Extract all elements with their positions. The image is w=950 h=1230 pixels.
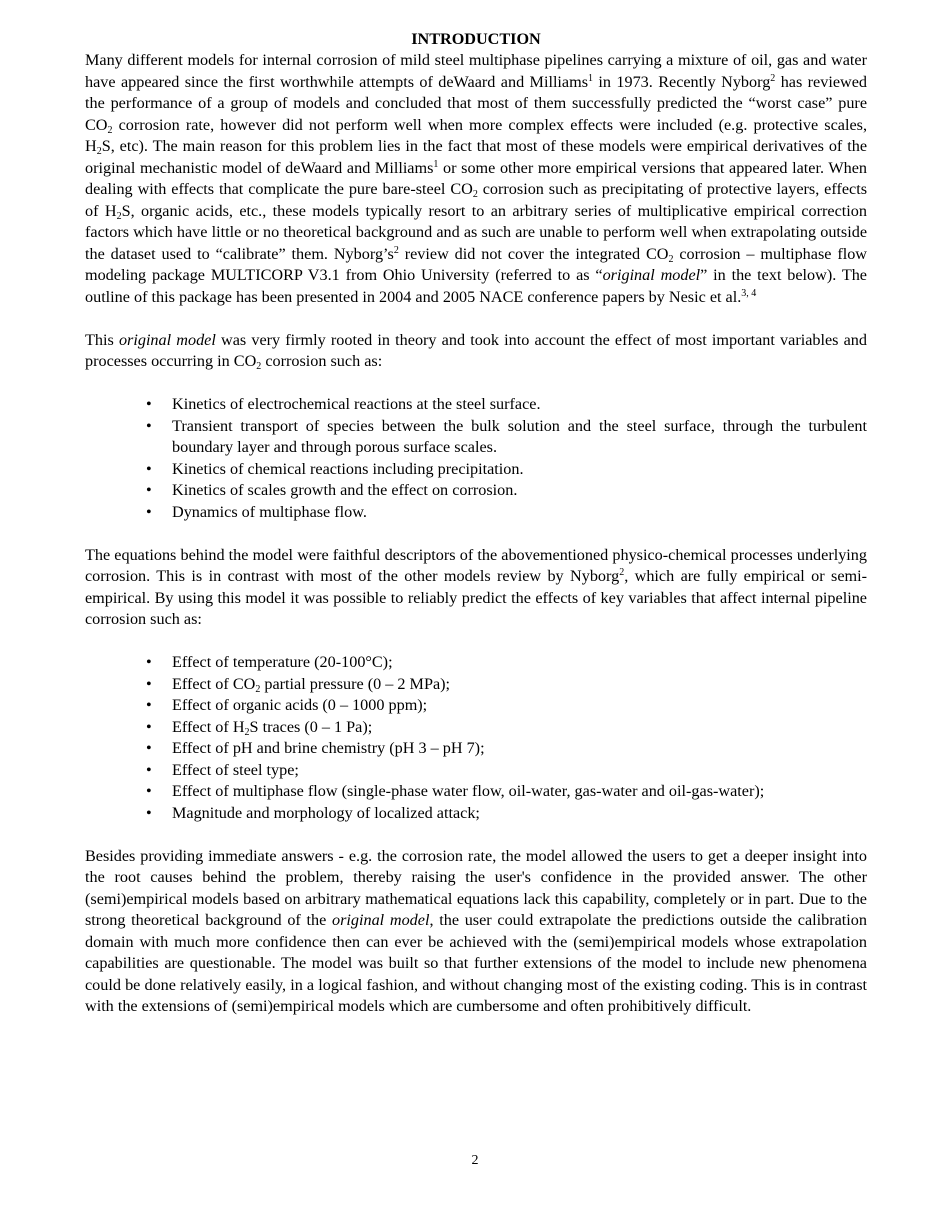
bullet-item <box>146 416 867 459</box>
citation-superscript: 1 <box>588 72 594 84</box>
document-page <box>85 28 867 1039</box>
text-run: Transient transport of species between the bulk solution and the steel surface, through the turbulent boundary layer and through porous surface scales. <box>172 416 867 456</box>
citation-superscript: 2 <box>770 72 776 84</box>
bullet-item <box>146 738 867 760</box>
text-run: or some other more empirical versions that appeared later. When dealing with effects that complicate the pure bare-steel CO <box>85 158 867 198</box>
paragraph <box>85 330 867 373</box>
italic-text: original model <box>332 911 430 929</box>
text-run: Effect of multiphase flow (single-phase water flow, oil-water, gas-water and oil-gas-water); <box>172 782 765 800</box>
bullet-icon: • <box>146 739 152 757</box>
paragraph <box>85 545 867 631</box>
subscript: 2 <box>256 361 262 372</box>
text-run: This <box>85 330 119 349</box>
text-run: partial pressure (0 – 2 MPa); <box>260 674 451 693</box>
citation-superscript: 3, 4 <box>741 287 757 299</box>
bullet-icon: • <box>146 717 152 736</box>
text-run: S traces (0 – 1 Pa); <box>249 717 373 736</box>
bullet-item <box>146 480 867 502</box>
citation-superscript: 1 <box>433 158 439 170</box>
bullet-icon: • <box>146 803 152 822</box>
subscript: 2 <box>255 683 261 695</box>
bullet-item <box>146 803 867 825</box>
bullet-item <box>146 674 867 696</box>
text-run: , the user could extrapolate the predictions outside the calibration domain with much more confidence then can ever be achieved with the (semi)empirical models whose extrapolation capabilities are questionable. The model was built so that further extensions of the model to include new phenomena could be done relatively easily, in a logical fashion, and without changing most of the existing coding. This is in contrast with the extensions of (semi)empirical models which are cumbersome and often prohibitively difficult. <box>85 911 867 1015</box>
bullet-icon: • <box>146 653 152 671</box>
text-run: , which are fully empirical or semi-empirical. By using this model it was possible to reliably predict the effects of key variables that affect internal pipeline corrosion such as: <box>85 567 868 628</box>
subscript: 2 <box>116 210 122 222</box>
section-heading: INTRODUCTION <box>411 30 541 48</box>
text-run: Effect of organic acids (0 – 1000 ppm); <box>172 696 428 714</box>
text-run: was very firmly rooted in theory and took into account the effect of most important variables and processes occurring in CO <box>85 330 867 370</box>
subscript: 2 <box>244 726 250 738</box>
text-run: corrosion such as precipitating of protective layers, effects of H <box>85 180 868 220</box>
bullet-icon: • <box>146 459 152 478</box>
paragraphs-b <box>85 545 867 631</box>
text-run: Kinetics of scales growth and the effect on corrosion. <box>172 481 518 499</box>
bullet-item <box>146 652 867 674</box>
text-run: Kinetics of chemical reactions including precipitation. <box>172 459 524 478</box>
text-run: Effect of temperature (20-100°C); <box>172 653 393 671</box>
bullet-item <box>146 781 867 803</box>
citation-superscript: 2 <box>619 567 625 578</box>
subscript: 2 <box>96 146 102 157</box>
italic-text: original model <box>118 330 216 349</box>
text-run: Magnitude and morphology of localized attack; <box>172 803 480 822</box>
text-run: Besides providing immediate answers - e.g. the corrosion rate, the model allowed the users to get a deeper insight into the root causes behind the problem, thereby raising the user's confidence in the provided answer. The other (semi)empirical models based on arbitrary mathematical equations lack this capability, completely or in part. Due to the strong theoretical background of the <box>85 846 867 929</box>
bullet-item <box>146 394 867 416</box>
paragraph <box>85 50 867 308</box>
bullet-item <box>146 459 867 481</box>
bullet-icon: • <box>146 760 152 779</box>
text-run: S, organic acids, etc., these models typically resort to an arbitrary series of multiplicative empirical correction factors which have little or no theoretical background and as such are unable to perform well when extrapolating outside the dataset used to “calibrate” them. Nyborg’s <box>85 201 867 263</box>
paragraphs-c <box>85 846 867 1018</box>
text-run: Effect of steel type; <box>172 760 299 779</box>
text-run: S, etc). The main reason for this problem lies in the fact that most of these models were empirical derivatives of the original mechanistic model of deWaard and Milliams <box>85 137 867 177</box>
text-run: Dynamics of multiphase flow. <box>172 502 367 521</box>
text-run: corrosion – multiphase flow modeling package MULTICORP V3.1 from Ohio University (referred to as “ <box>85 244 867 284</box>
text-run: corrosion rate, however did not perform well when more complex effects were included (e.g. protective scales, H <box>85 115 867 155</box>
paragraph <box>85 846 867 1018</box>
subscript: 2 <box>107 124 113 136</box>
text-run: in 1973. Recently Nyborg <box>593 72 771 91</box>
citation-superscript: 2 <box>393 244 399 256</box>
text-run: has reviewed the performance of a group of models and concluded that most of them successfully predicted the “worst case” pure CO <box>85 72 867 134</box>
bullet-icon: • <box>146 416 152 435</box>
text-run: Effect of H <box>172 717 245 736</box>
bullet-icon: • <box>146 782 152 800</box>
bullet-item <box>146 695 867 717</box>
subscript: 2 <box>472 189 478 200</box>
italic-text: original model <box>602 266 701 284</box>
bullet-list-variables <box>85 652 867 824</box>
bullet-icon: • <box>146 696 152 714</box>
bullet-icon: • <box>146 502 152 521</box>
text-run: Effect of pH and brine chemistry (pH 3 – pH 7); <box>172 739 485 757</box>
text-run: The equations behind the model were faithful descriptors of the abovementioned physico-chemical processes underlying corrosion. This is in contrast with most of the other models review by Nyborg <box>85 545 867 585</box>
bullet-icon: • <box>146 481 152 499</box>
page-number: 2 <box>471 1153 479 1168</box>
bullet-item <box>146 760 867 782</box>
bullet-item <box>146 502 867 524</box>
bullet-icon: • <box>146 674 152 693</box>
text-run: ” in the text below). The outline of this package has been presented in 2004 and 2005 NACE conference papers by Nesic et al. <box>85 266 867 306</box>
text-run: Kinetics of electrochemical reactions at the steel surface. <box>172 395 541 413</box>
bullet-item <box>146 717 867 739</box>
bullet-icon: • <box>146 395 152 413</box>
text-run: corrosion such as: <box>261 352 383 370</box>
bullet-list-processes <box>85 394 867 523</box>
paragraphs-a <box>85 50 867 373</box>
subscript: 2 <box>668 253 674 265</box>
text-run: review did not cover the integrated CO <box>398 244 669 263</box>
text-run: Many different models for internal corrosion of mild steel multiphase pipelines carrying a mixture of oil, gas and water have appeared since the first worthwhile attempts of deWaard and Milliams <box>85 51 867 91</box>
text-run: Effect of CO <box>172 674 256 693</box>
